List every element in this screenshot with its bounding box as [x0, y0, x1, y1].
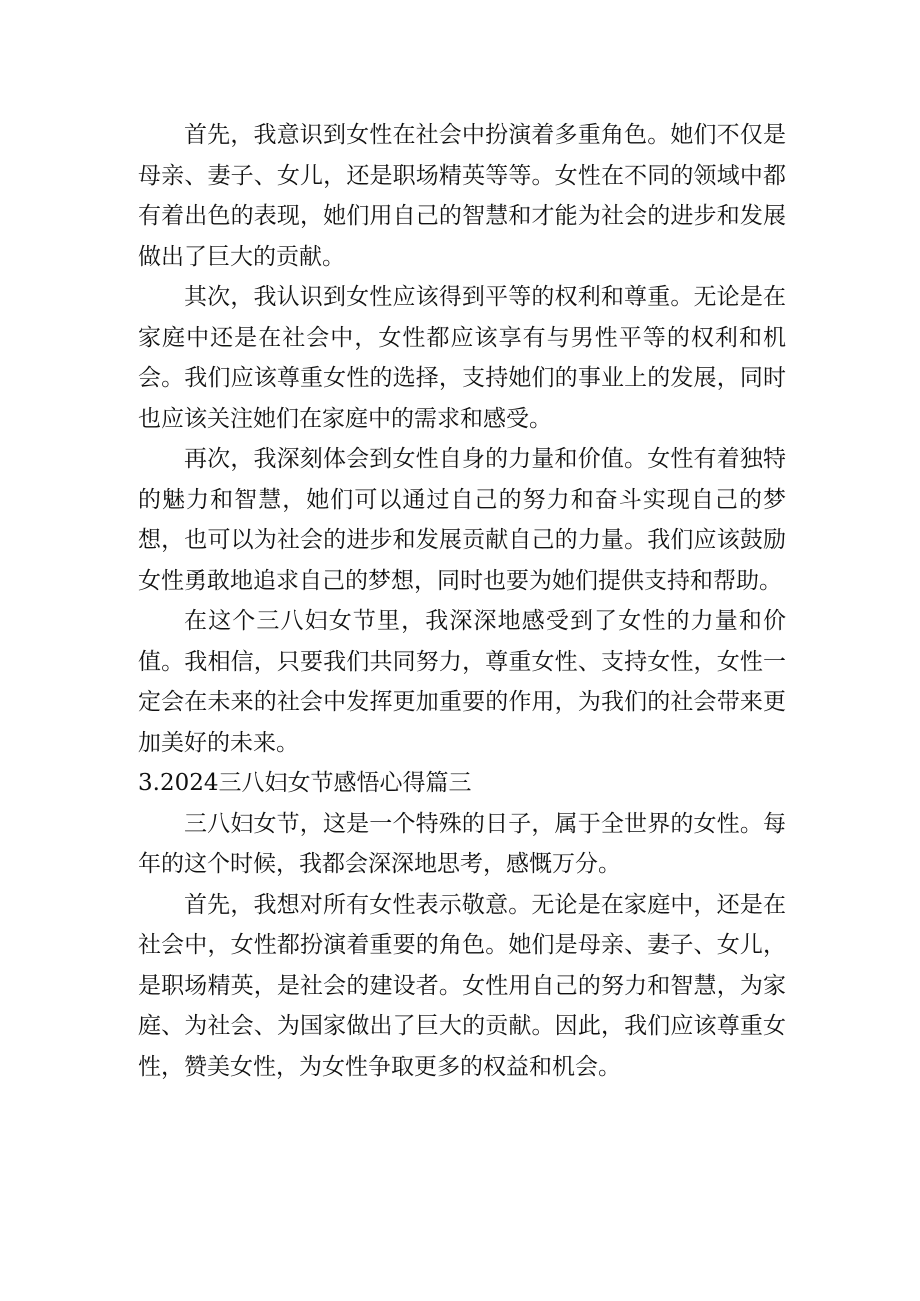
paragraph-special-day: 三八妇女节，这是一个特殊的日子，属于全世界的女性。每年的这个时候，我都会深深地思考，感慨万分。	[138, 810, 786, 877]
section-heading: 3.2024三八妇女节感悟心得篇三	[138, 770, 472, 796]
paragraph-respect: 首先，我想对所有女性表示敬意。无论是在家庭中，还是在社会中，女性都扮演着重要的角色。她们是母亲、妻子、女儿，是职场精英，是社会的建设者。女性用自己的努力和智慧，为家庭、为社会、为国家做出了巨大的贡献。因此，我们应该尊重女性，赞美女性，为女性争取更多的权益和机会。	[138, 891, 786, 1080]
paragraph-equal-rights: 其次，我认识到女性应该得到平等的权利和尊重。无论是在家庭中还是在社会中，女性都应该享有与男性平等的权利和机会。我们应该尊重女性的选择，支持她们的事业上的发展，同时也应该关注她们在家庭中的需求和感受。	[138, 284, 786, 432]
paragraph-women-roles: 首先，我意识到女性在社会中扮演着多重角色。她们不仅是母亲、妻子、女儿，还是职场精英等等。女性在不同的领域中都有着出色的表现，她们用自己的智慧和才能为社会的进步和发展做出了巨大的贡献。	[138, 122, 786, 270]
document-page	[138, 115, 786, 1087]
paragraph-conclusion: 在这个三八妇女节里，我深深地感受到了女性的力量和价值。我相信，只要我们共同努力，尊重女性、支持女性，女性一定会在未来的社会中发挥更加重要的作用，为我们的社会带来更加美好的未来。	[138, 608, 786, 756]
paragraph-strength-value: 再次，我深刻体会到女性自身的力量和价值。女性有着独特的魅力和智慧，她们可以通过自己的努力和奋斗实现自己的梦想，也可以为社会的进步和发展贡献自己的力量。我们应该鼓励女性勇敢地追求自己的梦想，同时也要为她们提供支持和帮助。	[138, 446, 786, 594]
